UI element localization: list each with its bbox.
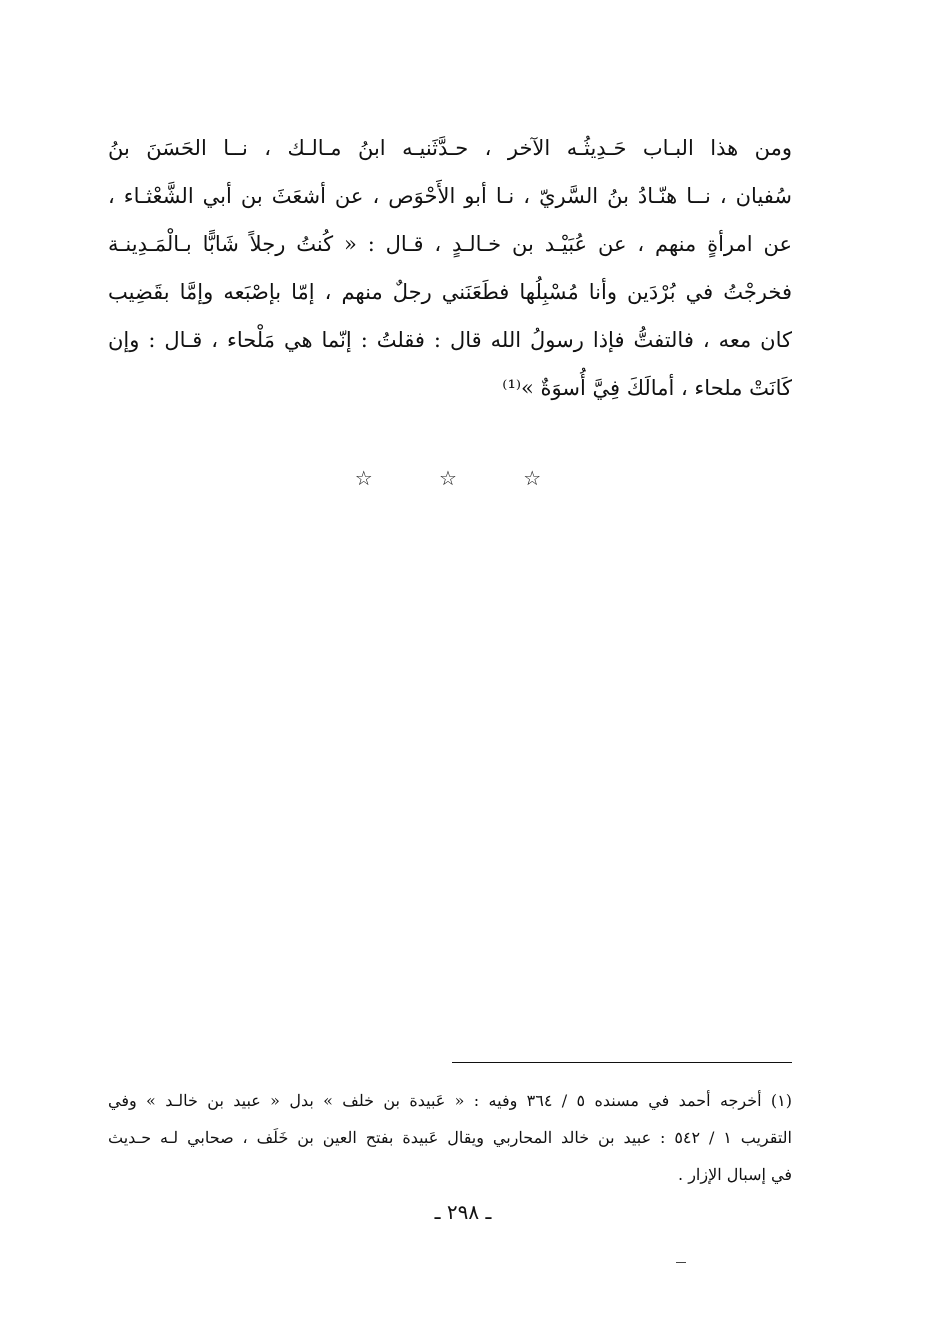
footnote-line: التقريب ١ / ٥٤٢ : عبيد بن خالد المحاربي ويقال عَبيدة بفتح العين بن خَلَف ، صحابي لـه حـديث [108,1128,793,1147]
scan-artifact-mark [676,1262,686,1263]
footnote-line: في إسبال الإزار . [678,1165,792,1184]
footnote-divider [452,1062,792,1063]
main-text-line: ومن هذا البـاب حَـدِيثُـه الآخر ، حـدَّثَنيـه ابنُ مـالـك ، نــا الحَسَنَ بنُ [108,136,792,160]
section-separator-stars: ☆ ☆ ☆ [354,466,572,490]
main-text-line: عن امرأةٍ منهم ، عن عُبَيْـد بن خـالـدٍ ، قـال : « كُنتُ رجلاً شَابًّا بـالْمَـدِينـة [108,232,792,256]
main-text-line: سُفيان ، نــا هنّـادُ بنُ السَّريّ ، نـا أبو الأَحْوَص ، عن أشعَثَ بن أبي الشَّعْثـاء ، [108,184,792,208]
page-number: ـ ٢٩٨ ـ [434,1200,492,1224]
main-text-line: كان معه ، فالتفتُّ فإذا رسولُ الله قال : فقلتُ : إنّما هي مَلْحاء ، قـال : وإن [108,328,792,352]
main-text-block [108,124,792,412]
footnotes-block [108,1082,792,1193]
main-text-line: كَانَتْ ملحاء ، أمالَكَ فِيَّ أُسوَةٌ »⁽¹⁾ [502,376,792,400]
footnote-line: (١) أخرجه أحمد في مسنده ٥ / ٣٦٤ وفيه : « عَبيدة بن خلف » بدل « عبيد بن خالـد » وفي [108,1091,793,1110]
main-text-line: فخرجْتُ في بُرْدَين وأنا مُسْبِلُها فطَعَنَني رجلٌ منهم ، إمّا بإصْبَعه وإمَّا بقَضِيب [108,280,792,304]
